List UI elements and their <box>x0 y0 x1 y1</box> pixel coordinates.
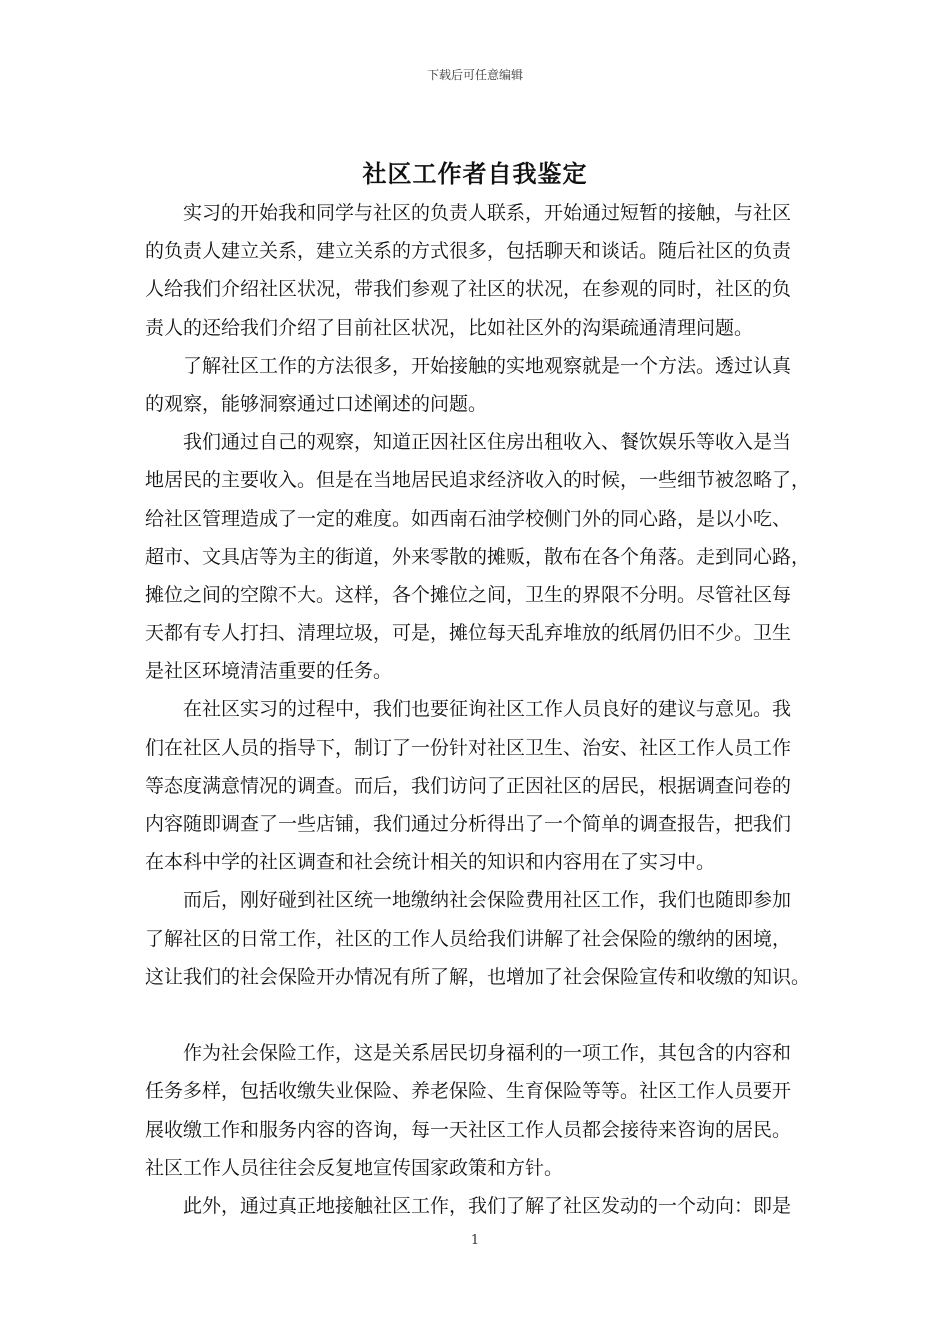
text-line: 内容随即调查了一些店铺，我们通过分析得出了一个简单的调查报告，把我们 <box>145 813 792 835</box>
text-line: 的负责人建立关系，建立关系的方式很多，包括聊天和谈话。随后社区的负责 <box>145 240 792 263</box>
text-line: 等态度满意情况的调查。而后，我们访问了正因社区的居民，根据调查问卷的 <box>145 774 792 797</box>
text-line: 地居民的主要收入。但是在当地居民追求经济收入的时候，一些细节被忽略了， <box>145 469 811 492</box>
text-line: 作为社会保险工作，这是关系居民切身福利的一项工作，其包含的内容和 <box>183 1042 792 1065</box>
text-line: 的观察，能够洞察通过口述阐述的问题。 <box>145 392 488 415</box>
text-line: 此外，通过真正地接触社区工作，我们了解了社区发动的一个动向：即是 <box>183 1194 792 1217</box>
page-number: 1 <box>470 1233 480 1248</box>
text-line: 了解社区的日常工作，社区的工作人员给我们讲解了社会保险的缴纳的困境， <box>145 927 792 950</box>
text-line: 是社区环境清洁重要的任务。 <box>145 660 393 683</box>
page-header: 下载后可任意编辑 <box>426 68 523 82</box>
paragraph-gap <box>145 996 805 1034</box>
document-body <box>145 194 811 1225</box>
text-line: 责人的还给我们介绍了目前社区状况，比如社区外的沟渠疏通清理问题。 <box>145 316 754 339</box>
text-line: 在社区实习的过程中，我们也要征询社区工作人员良好的建议与意见。我 <box>183 698 792 721</box>
text-line: 在本科中学的社区调查和社会统计相关的知识和内容用在了实习中。 <box>145 851 716 874</box>
text-line: 这让我们的社会保险开办情况有所了解，也增加了社会保险宣传和收缴的知识。 <box>145 965 811 988</box>
text-line: 给社区管理造成了一定的难度。如西南石油学校侧门外的同心路，是以小吃、 <box>145 507 792 530</box>
document-title: 社区工作者自我鉴定 <box>362 159 588 188</box>
text-line: 超市、文具店等为主的街道，外来零散的摊贩，散布在各个角落。走到同心路， <box>145 545 811 568</box>
text-line: 了解社区工作的方法很多，开始接触的实地观察就是一个方法。透过认真 <box>183 354 792 377</box>
text-line: 展收缴工作和服务内容的咨询，每一天社区工作人员都会接待来咨询的居民。 <box>145 1118 792 1141</box>
text-line: 我们通过自己的观察，知道正因社区住房出租收入、餐饮娱乐等收入是当 <box>183 431 792 454</box>
text-line: 社区工作人员往往会反复地宣传国家政策和方针。 <box>145 1156 564 1179</box>
text-line: 们在社区人员的指导下，制订了一份针对社区卫生、治安、社区工作人员工作 <box>145 736 792 759</box>
text-line: 实习的开始我和同学与社区的负责人联系，开始通过短暂的接触，与社区 <box>183 202 792 224</box>
text-line: 而后，刚好碰到社区统一地缴纳社会保险费用社区工作，我们也随即参加 <box>183 889 792 912</box>
text-line: 天都有专人打扫、清理垃圾，可是，摊位每天乱弃堆放的纸屑仍旧不少。卫生 <box>145 622 792 645</box>
text-line: 人给我们介绍社区状况，带我们参观了社区的状况，在参观的同时，社区的负 <box>145 278 792 301</box>
text-line: 摊位之间的空隙不大。这样，各个摊位之间，卫生的界限不分明。尽管社区每 <box>145 583 792 606</box>
text-line: 任务多样，包括收缴失业保险、养老保险、生育保险等等。社区工作人员要开 <box>145 1080 792 1103</box>
